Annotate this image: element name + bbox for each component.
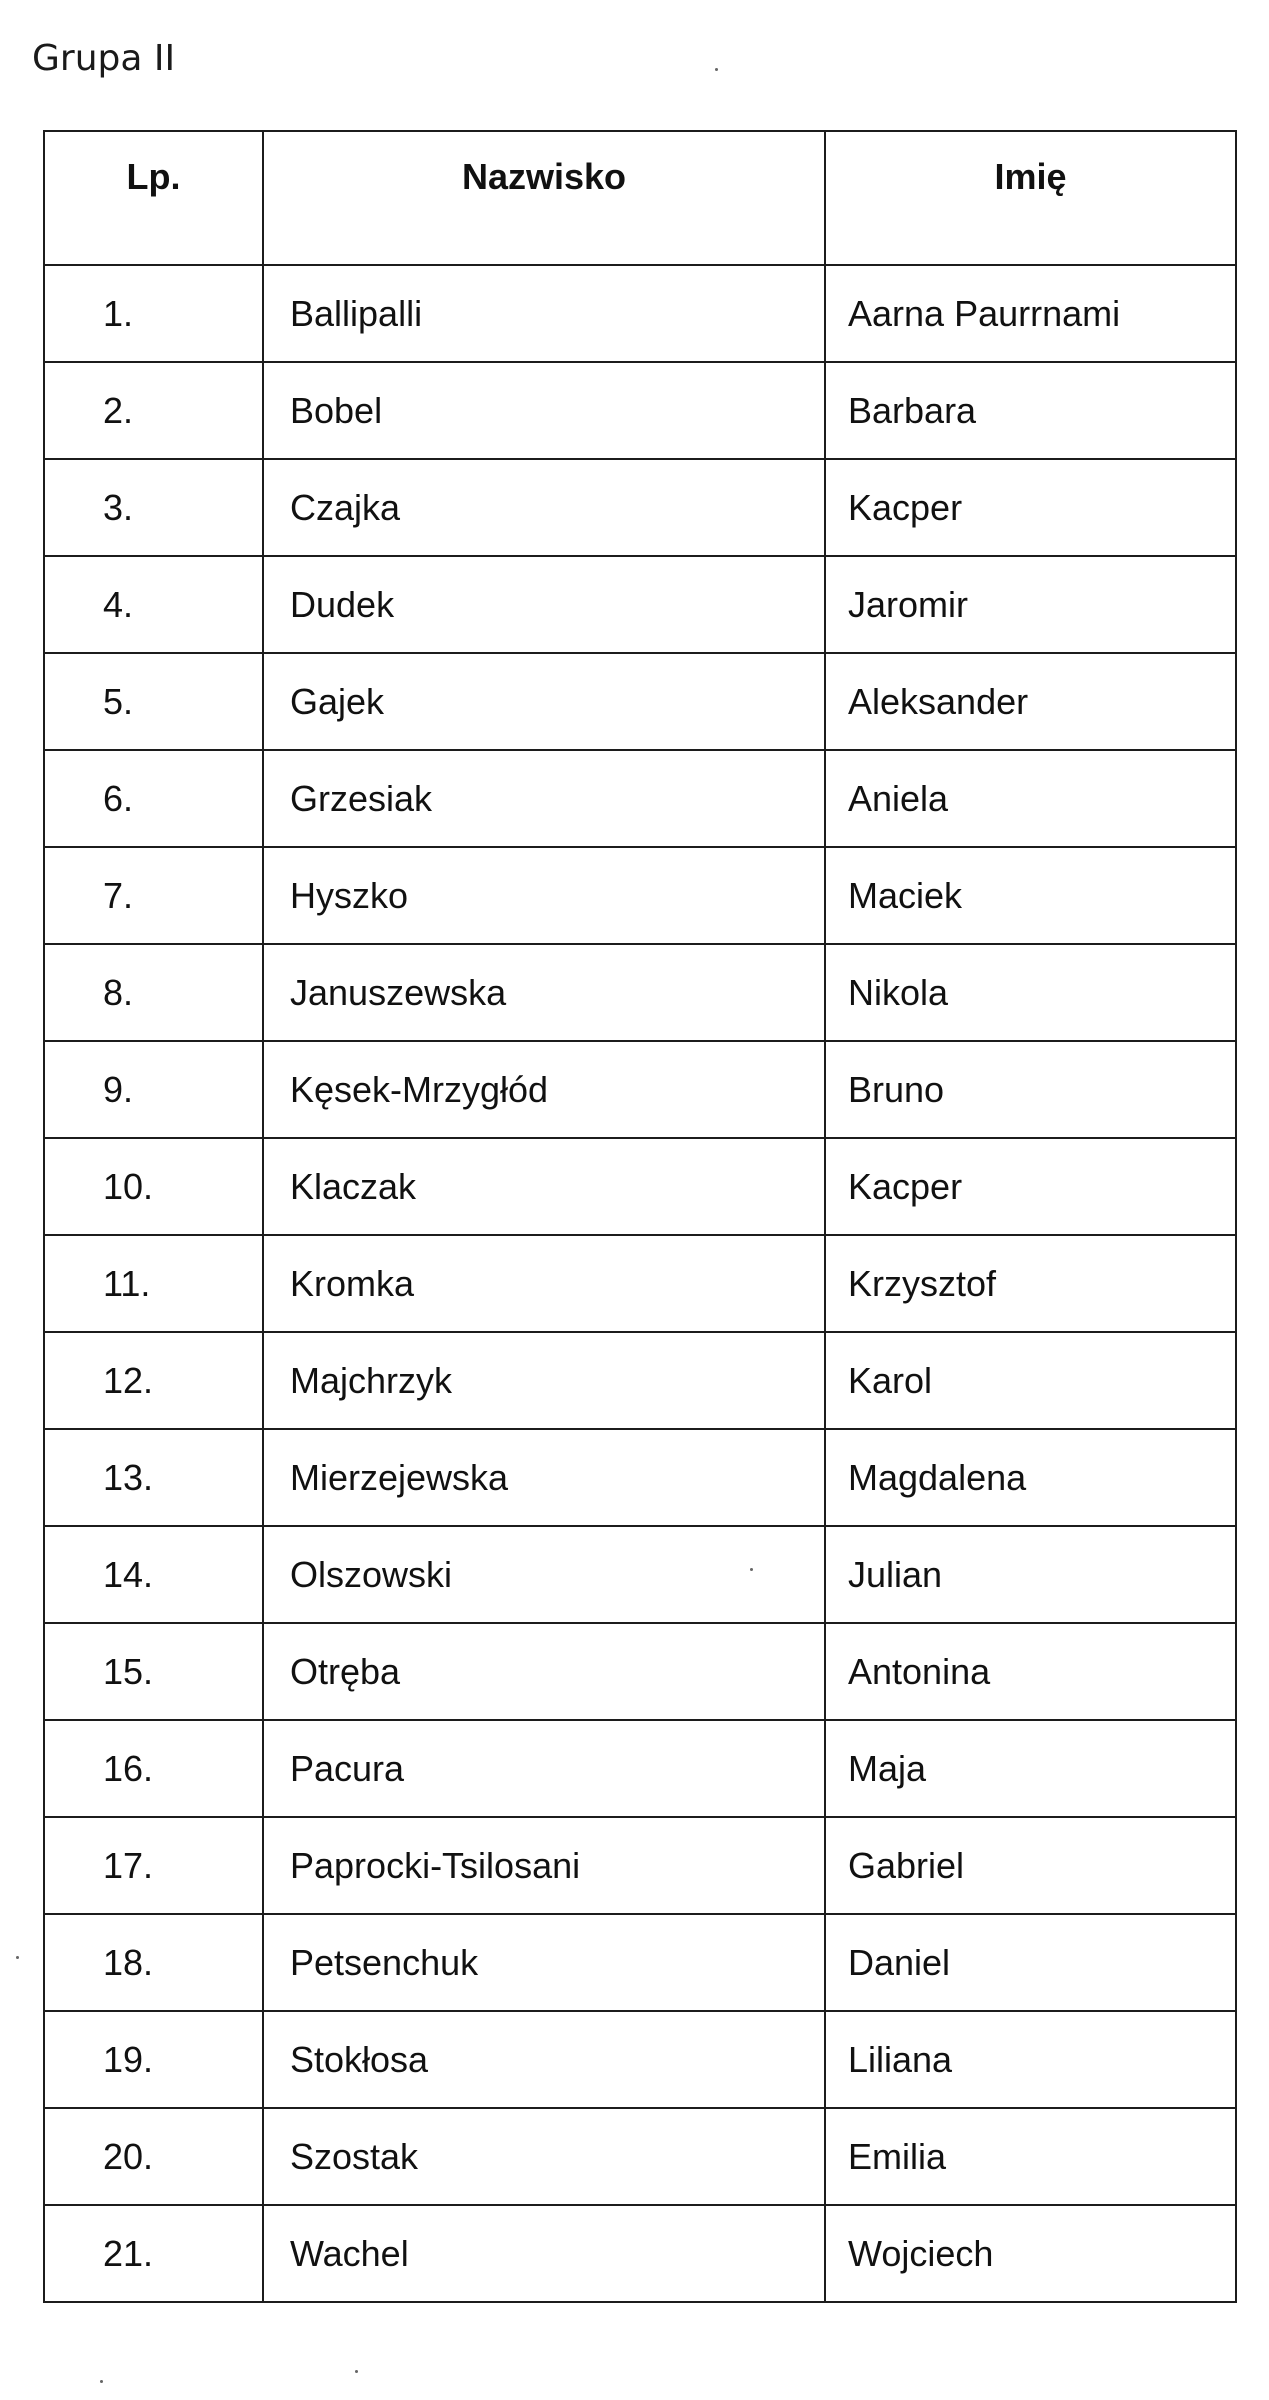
table-row — [44, 2205, 1236, 2302]
row-number: 13. — [44, 1429, 263, 1526]
row-number: 12. — [44, 1332, 263, 1429]
page-title: Grupa II — [32, 38, 176, 79]
table-row — [44, 750, 1236, 847]
table-header-row — [44, 131, 1236, 265]
row-nazwisko: Gajek — [263, 653, 825, 750]
table-row — [44, 944, 1236, 1041]
row-number: 8. — [44, 944, 263, 1041]
scan-speck — [16, 1956, 19, 1959]
scan-speck — [750, 1568, 753, 1571]
row-number: 15. — [44, 1623, 263, 1720]
row-number: 20. — [44, 2108, 263, 2205]
table-row — [44, 459, 1236, 556]
row-imie: Aleksander — [825, 653, 1236, 750]
table-row — [44, 1138, 1236, 1235]
header-nazwisko: Nazwisko — [263, 131, 825, 265]
row-number: 21. — [44, 2205, 263, 2302]
row-number: 4. — [44, 556, 263, 653]
table-row — [44, 556, 1236, 653]
row-imie: Antonina — [825, 1623, 1236, 1720]
row-nazwisko: Otręba — [263, 1623, 825, 1720]
row-nazwisko: Mierzejewska — [263, 1429, 825, 1526]
row-number: 17. — [44, 1817, 263, 1914]
row-nazwisko: Kęsek-Mrzygłód — [263, 1041, 825, 1138]
table-row — [44, 1720, 1236, 1817]
row-imie: Nikola — [825, 944, 1236, 1041]
row-number: 3. — [44, 459, 263, 556]
table-row — [44, 362, 1236, 459]
table-row — [44, 1817, 1236, 1914]
row-nazwisko: Stokłosa — [263, 2011, 825, 2108]
row-nazwisko: Dudek — [263, 556, 825, 653]
row-imie: Karol — [825, 1332, 1236, 1429]
row-imie: Barbara — [825, 362, 1236, 459]
row-imie: Magdalena — [825, 1429, 1236, 1526]
row-number: 6. — [44, 750, 263, 847]
table-row — [44, 847, 1236, 944]
row-imie: Daniel — [825, 1914, 1236, 2011]
row-imie: Maja — [825, 1720, 1236, 1817]
row-number: 18. — [44, 1914, 263, 2011]
row-number: 19. — [44, 2011, 263, 2108]
row-number: 9. — [44, 1041, 263, 1138]
row-nazwisko: Grzesiak — [263, 750, 825, 847]
row-imie: Wojciech — [825, 2205, 1236, 2302]
row-nazwisko: Olszowski — [263, 1526, 825, 1623]
row-nazwisko: Czajka — [263, 459, 825, 556]
row-imie: Bruno — [825, 1041, 1236, 1138]
table-row — [44, 2108, 1236, 2205]
table-row — [44, 1623, 1236, 1720]
table-row — [44, 2011, 1236, 2108]
row-number: 5. — [44, 653, 263, 750]
row-nazwisko: Pacura — [263, 1720, 825, 1817]
row-imie: Gabriel — [825, 1817, 1236, 1914]
table-row — [44, 1235, 1236, 1332]
table-row — [44, 1914, 1236, 2011]
table-body — [44, 265, 1236, 2302]
row-nazwisko: Majchrzyk — [263, 1332, 825, 1429]
table-row — [44, 1041, 1236, 1138]
row-imie: Aarna Paurrnami — [825, 265, 1236, 362]
table-row — [44, 1429, 1236, 1526]
row-number: 10. — [44, 1138, 263, 1235]
row-nazwisko: Bobel — [263, 362, 825, 459]
row-number: 7. — [44, 847, 263, 944]
row-nazwisko: Wachel — [263, 2205, 825, 2302]
row-nazwisko: Szostak — [263, 2108, 825, 2205]
table-row — [44, 1526, 1236, 1623]
row-nazwisko: Klaczak — [263, 1138, 825, 1235]
row-imie: Julian — [825, 1526, 1236, 1623]
row-imie: Jaromir — [825, 556, 1236, 653]
row-imie: Maciek — [825, 847, 1236, 944]
table-row — [44, 653, 1236, 750]
row-number: 14. — [44, 1526, 263, 1623]
row-nazwisko: Ballipalli — [263, 265, 825, 362]
student-roster-table — [43, 130, 1237, 2303]
scan-speck — [100, 2380, 103, 2383]
header-lp: Lp. — [44, 131, 263, 265]
row-nazwisko: Januszewska — [263, 944, 825, 1041]
scan-speck — [355, 2370, 358, 2373]
row-nazwisko: Paprocki-Tsilosani — [263, 1817, 825, 1914]
table-row — [44, 1332, 1236, 1429]
row-nazwisko: Hyszko — [263, 847, 825, 944]
header-imie: Imię — [825, 131, 1236, 265]
row-number: 2. — [44, 362, 263, 459]
row-imie: Liliana — [825, 2011, 1236, 2108]
row-number: 1. — [44, 265, 263, 362]
row-nazwisko: Kromka — [263, 1235, 825, 1332]
row-imie: Emilia — [825, 2108, 1236, 2205]
row-imie: Kacper — [825, 459, 1236, 556]
row-imie: Kacper — [825, 1138, 1236, 1235]
row-number: 11. — [44, 1235, 263, 1332]
row-number: 16. — [44, 1720, 263, 1817]
row-imie: Aniela — [825, 750, 1236, 847]
table-row — [44, 265, 1236, 362]
row-nazwisko: Petsenchuk — [263, 1914, 825, 2011]
row-imie: Krzysztof — [825, 1235, 1236, 1332]
scan-speck — [715, 68, 718, 71]
